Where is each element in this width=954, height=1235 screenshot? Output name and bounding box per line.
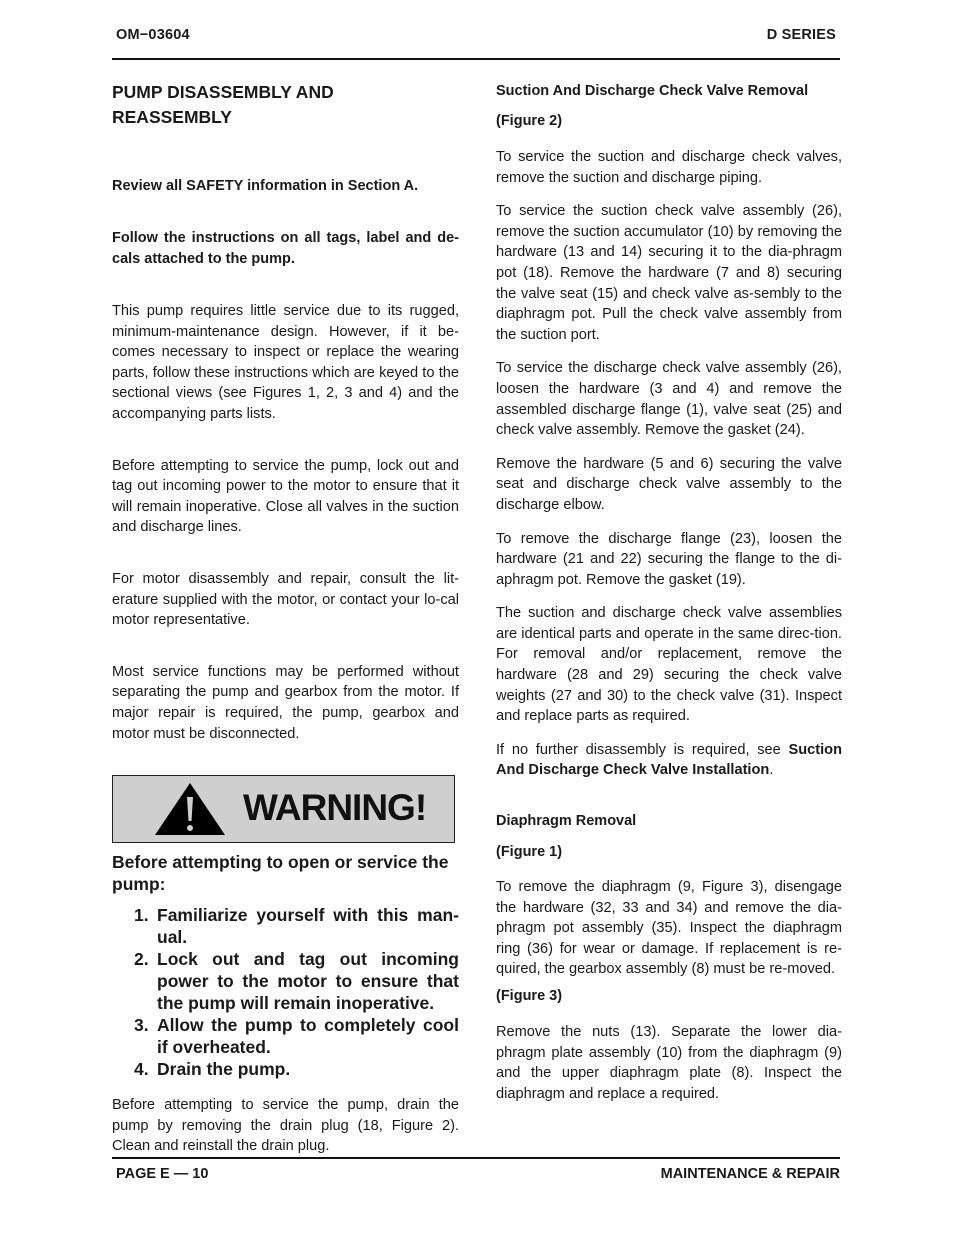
header-rule [112,58,840,60]
warning-triangle-icon [153,781,227,837]
safety-note: Review all SAFETY information in Section A. [112,178,419,194]
document-number: OM−03604 [116,27,190,43]
page-number: PAGE E — 10 [116,1166,209,1182]
service-paragraph: This pump requires little service due to its rugged, minimum-maintenance design. However, if it be-comes necessary to inspect or replace the wearing parts, follow these instructions which are keyed to the sectional views (see Figures 1, 2, 3 and 4) and the accompanying parts lists. [112,303,459,422]
check-valve-paragraph-5: To remove the discharge flange (23), loosen the hardware (21 and 22) securing the flange to the di-aphragm pot. Remove the gasket (19). [496,530,842,588]
installation-reference: Suction And Discharge Check Valve Installation [496,741,842,779]
warning-list [112,904,459,1080]
check-valve-paragraph-4: Remove the hardware (5 and 6) securing the valve seat and discharge check valve assembly to the discharge elbow. [496,455,842,513]
warning-item: 1. Familiarize yourself with this man-ual. [134,905,459,948]
warning-lead: Before attempting to open or service the pump: [112,852,449,895]
section-name: MAINTENANCE & REPAIR [660,1166,840,1182]
check-valve-paragraph-6: The suction and discharge check valve assemblies are identical parts and operate in the same direc-tion. For removal and/or replacement, remove the hardware (28 and 29) securing the check valve weights (27 and 30) to the check valve (31). Inspect and replace parts as required. [496,605,842,725]
check-valve-paragraph-7: If no further disassembly is required, see Suction And Discharge Check Valve Installation. [496,741,842,779]
footer-rule [112,1157,840,1159]
warning-banner [112,775,455,843]
section-title: PUMP DISASSEMBLY AND REASSEMBLY [112,82,334,127]
tags-note: Follow the instructions on all tags, label and de-cals attached to the pump. [112,230,459,267]
series-label: D SERIES [766,27,836,43]
diaphragm-paragraph-2: Remove the nuts (13). Separate the lower dia-phragm plate assembly (10) from the diaphragm (9) and the upper diaphragm plate (8). Inspect the diaphragm and replace a required. [496,1024,842,1102]
diaphragm-paragraph-1: To remove the diaphragm (9, Figure 3), disengage the hardware (32, 33 and 34) and remove the dia-phragm pot assembly (35). Inspect the diaphragm ring (36) for wear or damage. If replacement is re-quired, the gearbox assembly (8) must be re-moved. [496,879,842,978]
diaphragm-figure-3-ref: (Figure 3) [496,988,563,1004]
check-valve-paragraph-3: To service the discharge check valve assembly (26), loosen the hardware (3 and 4) and remove the assembled discharge flange (1), valve seat (25) and check valve assembly. Remove the gasket (24). [496,360,842,439]
left-column [112,78,459,1157]
check-valve-paragraph-1: To service the suction and discharge check valves, remove the suction and discharge piping. [496,149,842,186]
lockout-paragraph: Before attempting to service the pump, lock out and tag out incoming power to the motor to ensure that it will remain inoperative. Close all valves in the suction and discharge lines. [112,457,459,536]
service-functions-paragraph: Most service functions may be performed without separating the pump and gearbox from the motor. If major repair is required, the pump, gearbox and motor must be disconnected. [112,663,459,742]
diaphragm-title: Diaphragm Removal [496,813,637,830]
warning-item: 3. Allow the pump to completely cool if overheated. [134,1015,459,1058]
diaphragm-figure-1-ref: (Figure 1) [496,844,563,861]
motor-paragraph: For motor disassembly and repair, consult the lit-erature supplied with the motor, or contact your lo-cal motor representative. [112,570,459,629]
drain-paragraph: Before attempting to service the pump, drain the pump by removing the drain plug (18, Figure 2). Clean and reinstall the drain plug. [112,1097,459,1155]
check-valve-figure-ref: (Figure 2) [496,113,563,129]
warning-item: 4. Drain the pump. [134,1059,291,1080]
check-valve-paragraph-2: To service the suction check valve assembly (26), remove the suction accumulator (10) by removing the hardware (13 and 14) securing it to the dia-phragm pot (18). Remove the hardware (7 and 8) securing the valve seat (15) and check valve as-sembly to the diaphragm pot. Pull the check valve assembly from the suction port. [496,203,842,343]
check-valve-title: Suction And Discharge Check Valve Removal [496,83,809,99]
warning-label: WARNING! [243,787,427,829]
right-column [496,78,842,1104]
warning-item: 2. Lock out and tag out incoming power to the motor to ensure that the pump will remain inoperative. [134,949,459,1014]
